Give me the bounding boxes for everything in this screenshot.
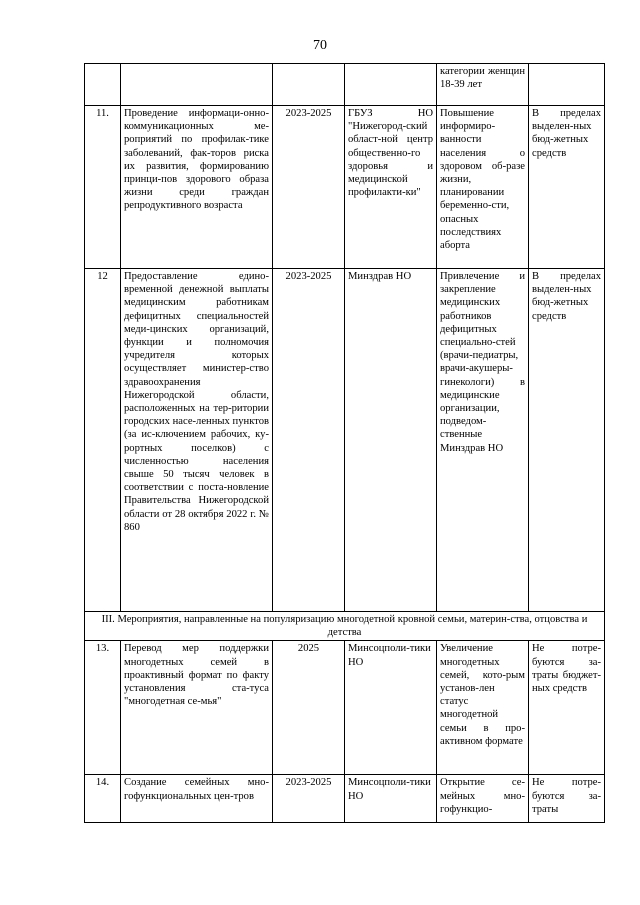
funding-cell: Не потре-буются за-траты xyxy=(529,775,605,823)
result-cell: Открытие се-мейных мно-гофункцио- xyxy=(437,775,529,823)
section-row xyxy=(85,612,605,641)
activity-cell xyxy=(121,64,273,106)
period-cell: 2023-2025 xyxy=(273,775,345,823)
table-row xyxy=(85,106,605,269)
table-row xyxy=(85,775,605,823)
row-number: 13. xyxy=(85,641,121,775)
table-row xyxy=(85,269,605,612)
row-number: 11. xyxy=(85,106,121,269)
table-row xyxy=(85,64,605,106)
activity-cell: Создание семейных мно-гофункциональных цен-тров xyxy=(121,775,273,823)
period-cell: 2023-2025 xyxy=(273,106,345,269)
measures-table xyxy=(84,63,605,823)
activity-cell: Проведение информаци-онно-коммуникационных ме-роприятий по профилак-тике заболеваний, фак-торов риска их развития, формированию принци-пов здорового образа жизни среди граждан репродуктивного возраста xyxy=(121,106,273,269)
row-number: 14. xyxy=(85,775,121,823)
period-cell xyxy=(273,64,345,106)
executor-cell: Минздрав НО xyxy=(345,269,437,612)
result-cell: Увеличение многодетных семей, кото-рым установ-лен статус многодетной семьи в про-активном формате xyxy=(437,641,529,775)
executor-cell: Минсоцполи-тики НО xyxy=(345,775,437,823)
funding-cell: Не потре-буются за-траты бюджет-ных средств xyxy=(529,641,605,775)
row-number xyxy=(85,64,121,106)
result-cell: категории женщин 18-39 лет xyxy=(437,64,529,106)
row-number: 12 xyxy=(85,269,121,612)
measures-table-body xyxy=(85,64,605,823)
executor-cell xyxy=(345,64,437,106)
result-cell: Привлечение и закрепление медицинских работников дефицитных специально-стей (врачи-педиатры, врачи-акушеры-гинекологи) в медицинские организации, подведом-ственные Минздрав НО xyxy=(437,269,529,612)
section-heading: III. Мероприятия, направленные на популяризацию многодетной кровной семьи, материн-ства, отцовства и детства xyxy=(85,612,605,641)
activity-cell: Перевод мер поддержки многодетных семей в проактивный формат по факту установления ста-туса "многодетная се-мья" xyxy=(121,641,273,775)
activity-cell: Предоставление едино-временной денежной выплаты медицинским работникам дефицитных специальностей меди-цинских организаций, функции и полномочия учредителя которых осуществляет министер-ство здравоохранения Нижегородской области, расположенных на тер-ритории городских насе-ленных пунктов (за ис-ключением рабочих, ку-рортных поселков) с численностью населения свыше 50 тысяч человек в соответствии с поста-новление Правительства Нижегородской области от 28 октября 2022 г. № 860 xyxy=(121,269,273,612)
executor-cell: Минсоцполи-тики НО xyxy=(345,641,437,775)
period-cell: 2025 xyxy=(273,641,345,775)
funding-cell xyxy=(529,64,605,106)
result-cell: Повышение информиро-ванности населения о здоровом об-разе жизни, планировании беременно-сти, опасных последствиях аборта xyxy=(437,106,529,269)
page-number: 70 xyxy=(313,38,327,53)
executor-cell: ГБУЗ НО "Нижегород-ский област-ной центр общественно-го здоровья и медицинской профилакти-ки" xyxy=(345,106,437,269)
funding-cell: В пределах выделен-ных бюд-жетных средств xyxy=(529,106,605,269)
funding-cell: В пределах выделен-ных бюд-жетных средств xyxy=(529,269,605,612)
period-cell: 2023-2025 xyxy=(273,269,345,612)
table-row xyxy=(85,641,605,775)
